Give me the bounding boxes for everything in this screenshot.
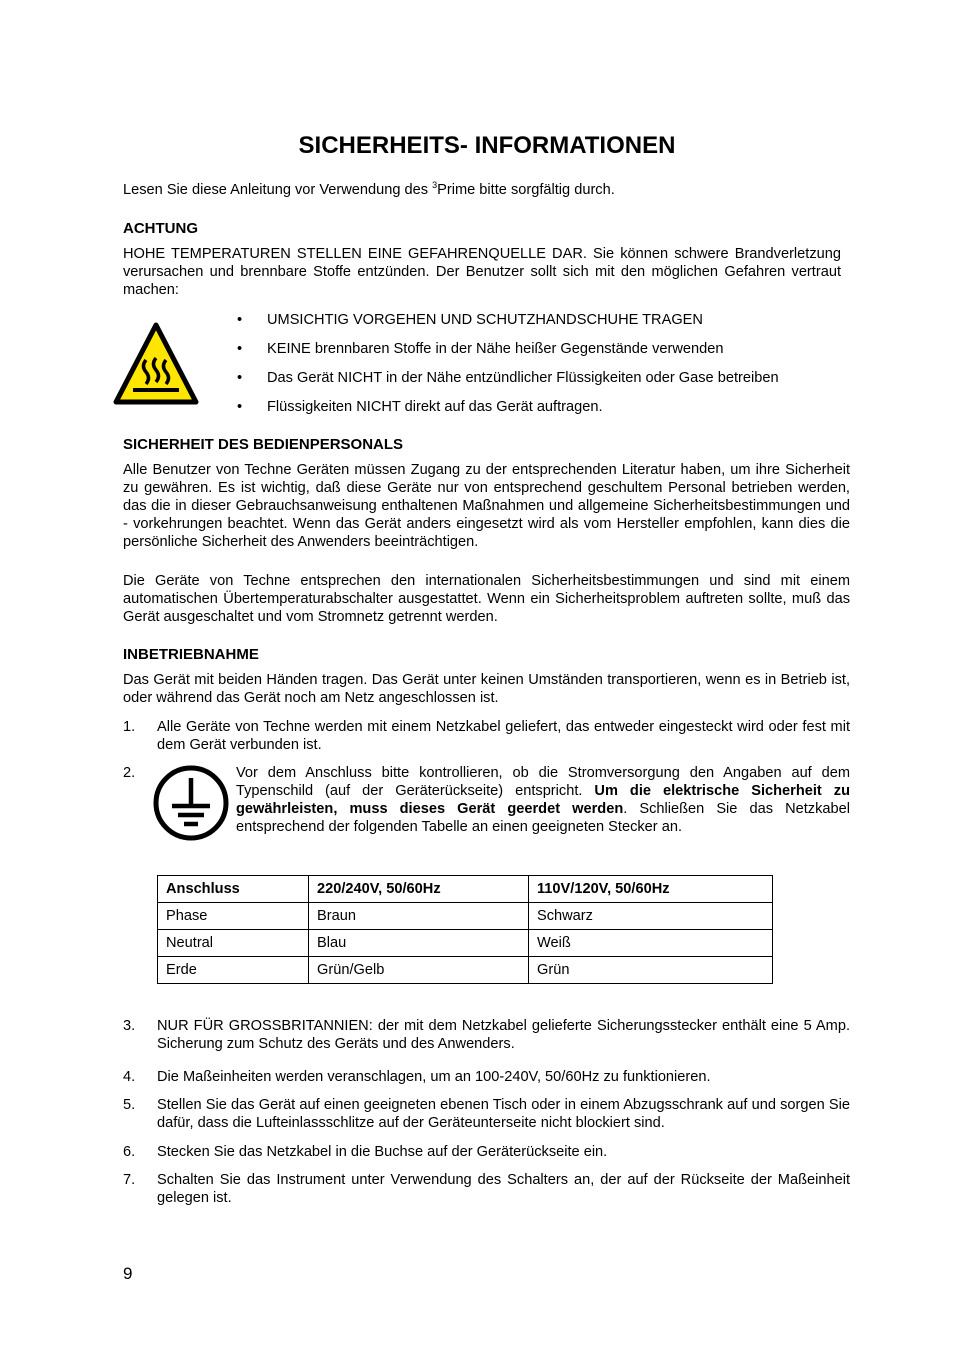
inbetrieb-heading: INBETRIEBNAHME (123, 646, 259, 663)
table-header-cell: 220/240V, 50/60Hz (309, 876, 529, 903)
item-text: Die Maßeinheiten werden veranschlagen, um an 100-240V, 50/60Hz zu funktionieren. (157, 1069, 711, 1085)
item-number: 5. (123, 1097, 136, 1113)
intro-sup: 3 (432, 180, 438, 191)
bullet-dot: • (237, 312, 243, 328)
intro-before: Lesen Sie diese Anleitung vor Verwendung des (123, 182, 433, 198)
page-number: 9 (123, 1264, 133, 1283)
personal-heading: SICHERHEIT DES BEDIENPERSONALS (123, 436, 404, 453)
item-number: 6. (123, 1144, 136, 1160)
item-text: Alle Geräte von Techne werden mit einem Netzkabel geliefert, das entweder eingesteckt wird oder fest mit dem Gerät verbunden ist. (157, 719, 850, 753)
item-text: Stellen Sie das Gerät auf einen geeigneten ebenen Tisch oder in einem Abzugsschrank auf und sorgen Sie dafür, dass die Lufteinlassschlitze auf der Geräteunterseite nicht blockiert sind. (157, 1097, 850, 1131)
personal-para-2: Die Geräte von Techne entsprechen den internationalen Sicherheitsbestimmungen und sind mit einem automatischen Übertemperaturabschalter ausgestattet. Wenn ein Sicherheitsproblem auftreten sollte, muß das Gerät ausgeschaltet und vom Stromnetz getrennt werden. (123, 573, 850, 625)
table-header-row (158, 876, 773, 903)
table-cell: Erde (158, 957, 309, 984)
table-cell: Phase (158, 903, 309, 930)
wiring-table (157, 875, 773, 984)
achtung-text: HOHE TEMPERATUREN STELLEN EINE GEFAHRENQUELLE DAR. Sie können schwere Brandverletzung verursachen und brennbare Stoffe entzünden. Der Benutzer sollt sich mit den möglichen Gefahren vertraut machen: (123, 246, 841, 298)
ground-earth-icon (152, 764, 230, 842)
bullet-dot: • (237, 341, 243, 357)
item-number: 3. (123, 1018, 136, 1034)
table-cell: Braun (309, 903, 529, 930)
item-2-text-a: Vor dem Anschluss bitte kontrollieren, ob die Stromversorgung den Angaben auf dem Typenschild (auf der Geräterückseite) entspricht. (236, 765, 850, 799)
table-cell: Blau (309, 930, 529, 957)
item-text: Stecken Sie das Netzkabel in die Buchse auf der Geräterückseite ein. (157, 1144, 608, 1160)
hot-surface-warning-icon (113, 322, 199, 406)
table-cell: Schwarz (529, 903, 773, 930)
item-number: 4. (123, 1069, 136, 1085)
bullet-text: UMSICHTIG VORGEHEN UND SCHUTZHANDSCHUHE TRAGEN (267, 312, 703, 328)
table-header-cell: 110V/120V, 50/60Hz (529, 876, 773, 903)
table-header-cell: Anschluss (158, 876, 309, 903)
table-cell: Weiß (529, 930, 773, 957)
table-row (158, 957, 773, 984)
intro-after: Prime bitte sorgfältig durch. (437, 182, 615, 198)
bullet-text: Das Gerät NICHT in der Nähe entzündlicher Flüssigkeiten oder Gase betreiben (267, 370, 779, 386)
personal-para-1: Alle Benutzer von Techne Geräten müssen Zugang zu der entsprechenden Literatur haben, um ihre Sicherheit zu gewähren. Es ist wichtig, daß diese Geräte nur von entsprechend geschultem Personal betrieben werden, das die in dieser Gebrauchsanweisung enthaltenen Maßnahmen und allgemeine Sicherheitsbestimmungen und - vorkehrungen beachtet. Wenn das Gerät anders eingesetzt wird als vom Hersteller empfohlen, kann dies die persönliche Sicherheit des Anwenders beeinträchtigen. (123, 462, 850, 550)
table-cell: Grün/Gelb (309, 957, 529, 984)
bullet-text: KEINE brennbaren Stoffe in der Nähe heißer Gegenstände verwenden (267, 341, 724, 357)
page-title: SICHERHEITS- INFORMATIONEN (298, 132, 676, 159)
table-row (158, 903, 773, 930)
bullet-text: Flüssigkeiten NICHT direkt auf das Gerät auftragen. (267, 399, 603, 415)
item-number: 7. (123, 1172, 136, 1188)
achtung-heading: ACHTUNG (123, 220, 198, 237)
item-number: 1. (123, 719, 136, 735)
table-cell: Neutral (158, 930, 309, 957)
table-cell: Grün (529, 957, 773, 984)
inbetrieb-intro: Das Gerät mit beiden Händen tragen. Das Gerät unter keinen Umständen transportieren, wenn es in Betrieb ist, oder während das Gerät noch am Netz angeschlossen ist. (123, 672, 850, 706)
item-2-text-b: . Schließen Sie das Netzkabel entsprechend der folgenden Tabelle an einen geeigneten Stecker an. (236, 801, 850, 835)
table-row (158, 930, 773, 957)
bullet-dot: • (237, 370, 243, 386)
item-text: Schalten Sie das Instrument unter Verwendung des Schalters an, der auf der Rückseite der Maßeinheit gelegen ist. (157, 1172, 850, 1206)
item-number: 2. (123, 765, 136, 781)
bullet-dot: • (237, 399, 243, 415)
intro-text (123, 181, 615, 199)
item-2-text-bold: Um die elektrische Sicherheit zu gewährleisten, muss dieses Gerät geerdet werden (236, 783, 850, 817)
item-text: NUR FÜR GROSSBRITANNIEN: der mit dem Netzkabel gelieferte Sicherungsstecker enthält eine 5 Amp. Sicherung zum Schutz des Geräts und des Anwenders. (157, 1018, 850, 1052)
item-2-text (236, 764, 850, 836)
